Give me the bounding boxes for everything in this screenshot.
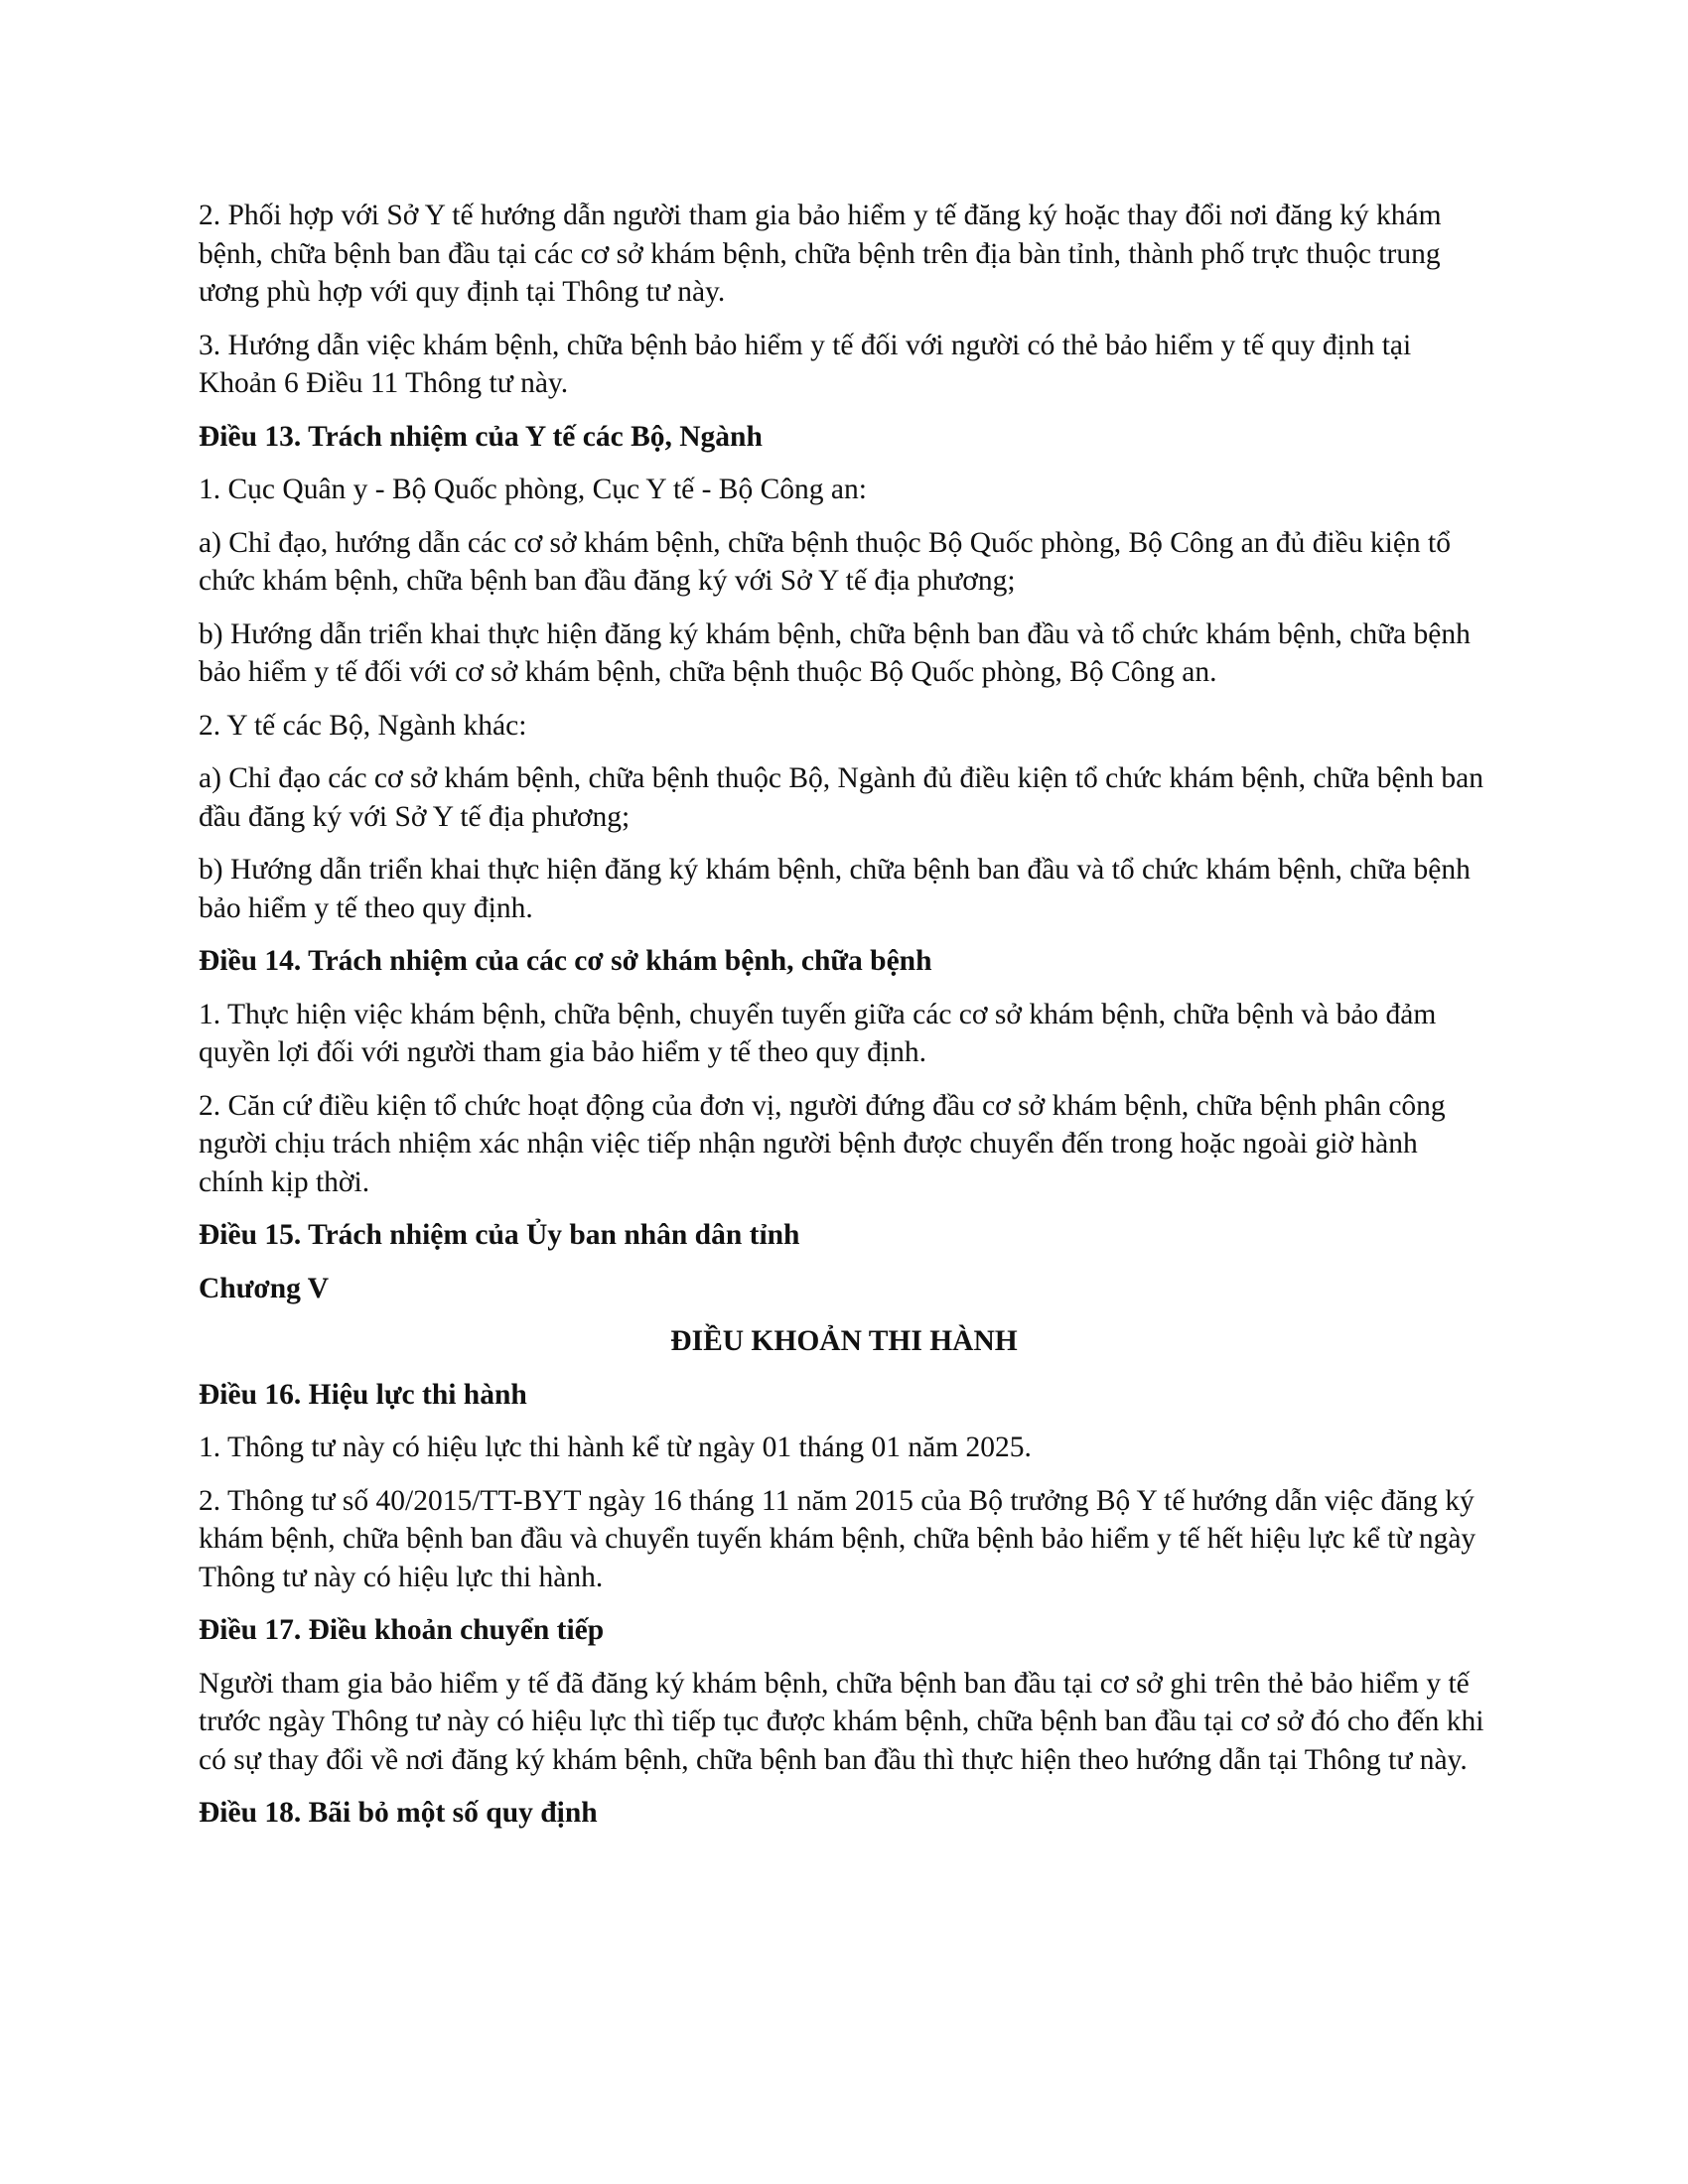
chapter-title: ĐIỀU KHOẢN THI HÀNH <box>670 1325 1018 1357</box>
article-13-clause-2a: a) Chỉ đạo các cơ sở khám bệnh, chữa bệnh thuộc Bộ, Ngành đủ điều kiện tổ chức khám bệnh, chữa bệnh ban đầu đăng ký với Sở Y tế địa phương; <box>199 762 1484 833</box>
article-14-clause-2: 2. Căn cứ điều kiện tổ chức hoạt động của đơn vị, người đứng đầu cơ sở khám bệnh, chữa bệnh phân công người chịu trách nhiệm xác nhận việc tiếp nhận người bệnh được chuyển đến trong hoặc ngoài giờ hành chính kịp thời. <box>199 1089 1446 1198</box>
article-16-heading: Điều 16. Hiệu lực thi hành <box>199 1378 527 1411</box>
article-17-heading: Điều 17. Điều khoản chuyển tiếp <box>199 1614 605 1646</box>
article-13-clause-1b: b) Hướng dẫn triển khai thực hiện đăng ký khám bệnh, chữa bệnh ban đầu và tổ chức khám bệnh, chữa bệnh bảo hiểm y tế đối với cơ sở khám bệnh, chữa bệnh thuộc Bộ Quốc phòng, Bộ Công an. <box>199 617 1471 688</box>
article-16-clause-2: 2. Thông tư số 40/2015/TT-BYT ngày 16 tháng 11 năm 2015 của Bộ trưởng Bộ Y tế hướng dẫn việc đăng ký khám bệnh, chữa bệnh ban đầu và chuyển tuyến khám bệnh, chữa bệnh bảo hiểm y tế hết hiệu lực kể từ ngày Thông tư này có hiệu lực thi hành. <box>199 1484 1477 1593</box>
paragraph-item-2-coordination: 2. Phối hợp với Sở Y tế hướng dẫn người tham gia bảo hiểm y tế đăng ký hoặc thay đổi nơi đăng ký khám bệnh, chữa bệnh ban đầu tại các cơ sở khám bệnh, chữa bệnh trên địa bàn tỉnh, thành phố trực thuộc trung ương phù hợp với quy định tại Thông tư này. <box>199 200 1442 308</box>
article-13-clause-1a: a) Chỉ đạo, hướng dẫn các cơ sở khám bệnh, chữa bệnh thuộc Bộ Quốc phòng, Bộ Công an đủ điều kiện tổ chức khám bệnh, chữa bệnh ban đầu đăng ký với Sở Y tế địa phương; <box>199 526 1451 597</box>
document-page <box>199 197 1489 1847</box>
article-13-clause-2: 2. Y tế các Bộ, Ngành khác: <box>199 709 527 742</box>
article-15-heading: Điều 15. Trách nhiệm của Ủy ban nhân dân tỉnh <box>199 1219 800 1251</box>
article-17-body: Người tham gia bảo hiểm y tế đã đăng ký khám bệnh, chữa bệnh ban đầu tại cơ sở ghi trên thẻ bảo hiểm y tế trước ngày Thông tư này có hiệu lực thì tiếp tục được khám bệnh, chữa bệnh ban đầu tại cơ sở đó cho đến khi có sự thay đổi về nơi đăng ký khám bệnh, chữa bệnh ban đầu thì thực hiện theo hướng dẫn tại Thông tư này. <box>199 1667 1484 1776</box>
article-13-heading: Điều 13. Trách nhiệm của Y tế các Bộ, Ngành <box>199 420 763 453</box>
chapter-heading: Chương V <box>199 1272 330 1304</box>
article-13-clause-2b: b) Hướng dẫn triển khai thực hiện đăng ký khám bệnh, chữa bệnh ban đầu và tổ chức khám bệnh, chữa bệnh bảo hiểm y tế theo quy định. <box>199 854 1471 924</box>
article-14-clause-1: 1. Thực hiện việc khám bệnh, chữa bệnh, chuyển tuyến giữa các cơ sở khám bệnh, chữa bệnh và bảo đảm quyền lợi đối với người tham gia bảo hiểm y tế theo quy định. <box>199 998 1437 1068</box>
article-13-clause-1: 1. Cục Quân y - Bộ Quốc phòng, Cục Y tế - Bộ Công an: <box>199 474 867 505</box>
article-18-heading: Điều 18. Bãi bỏ một số quy định <box>199 1797 598 1829</box>
paragraph-item-3-guidance: 3. Hướng dẫn việc khám bệnh, chữa bệnh bảo hiểm y tế đối với người có thẻ bảo hiểm y tế quy định tại Khoản 6 Điều 11 Thông tư này. <box>199 329 1412 399</box>
article-14-heading: Điều 14. Trách nhiệm của các cơ sở khám bệnh, chữa bệnh <box>199 945 932 977</box>
article-16-clause-1: 1. Thông tư này có hiệu lực thi hành kể từ ngày 01 tháng 01 năm 2025. <box>199 1432 1032 1463</box>
